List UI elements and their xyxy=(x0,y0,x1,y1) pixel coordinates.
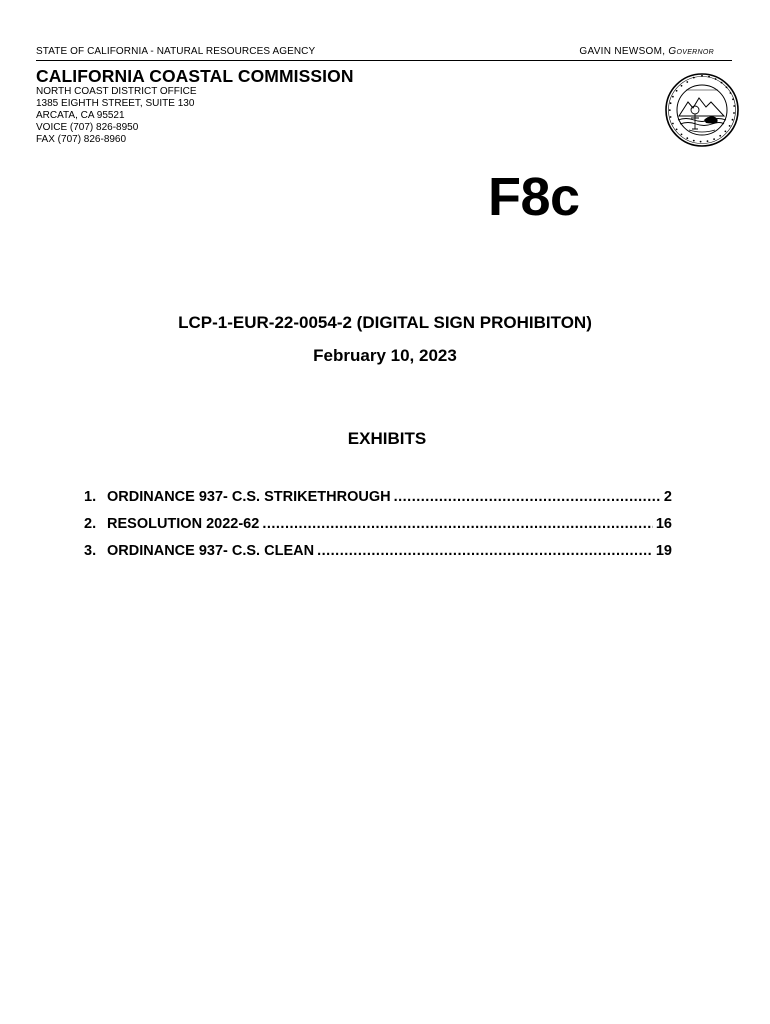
exhibit-page-number: 19 xyxy=(655,543,672,559)
exhibits-list xyxy=(84,489,672,570)
address-line: VOICE (707) 826-8950 xyxy=(36,122,139,133)
document-title: LCP-1-EUR-22-0054-2 (DIGITAL SIGN PROHIBITON) xyxy=(178,313,592,332)
document-date: February 10, 2023 xyxy=(313,346,457,365)
address-line: 1385 EIGHTH STREET, SUITE 130 xyxy=(36,98,195,109)
exhibit-page-number: 16 xyxy=(655,516,672,532)
dot-leader xyxy=(317,543,653,559)
exhibit-page-number: 2 xyxy=(663,489,672,505)
exhibit-number: 2. xyxy=(84,516,97,532)
letterhead-topline xyxy=(36,46,732,60)
office-address xyxy=(36,86,197,146)
commission-name: CALIFORNIA COASTAL COMMISSION xyxy=(36,66,354,86)
dot-leader xyxy=(262,516,653,532)
exhibit-number: 1. xyxy=(84,489,97,505)
exhibit-label: RESOLUTION 2022-62 xyxy=(107,516,260,532)
exhibit-number: 3. xyxy=(84,543,97,559)
exhibit-entry[interactable] xyxy=(84,543,672,570)
agenda-item-number: F8c xyxy=(488,167,580,227)
governor-name: GAVIN NEWSOM, xyxy=(579,46,669,57)
exhibits-heading: EXHIBITS xyxy=(347,429,427,448)
address-line: NORTH COAST DISTRICT OFFICE xyxy=(36,86,197,97)
exhibit-entry[interactable] xyxy=(84,516,672,543)
address-line: FAX (707) 826-8960 xyxy=(36,134,127,145)
governor-title: Governor xyxy=(668,46,714,57)
governor-line xyxy=(579,46,714,57)
dot-leader xyxy=(394,489,661,505)
state-seal-icon xyxy=(664,72,740,148)
exhibit-label: ORDINANCE 937- C.S. CLEAN xyxy=(107,543,315,559)
exhibit-label: ORDINANCE 937- C.S. STRIKETHROUGH xyxy=(107,489,391,505)
agency-name: STATE OF CALIFORNIA - NATURAL RESOURCES AGENCY xyxy=(36,46,316,57)
letterhead-rule xyxy=(36,60,732,61)
exhibit-entry[interactable] xyxy=(84,489,672,516)
address-line: ARCATA, CA 95521 xyxy=(36,110,125,121)
